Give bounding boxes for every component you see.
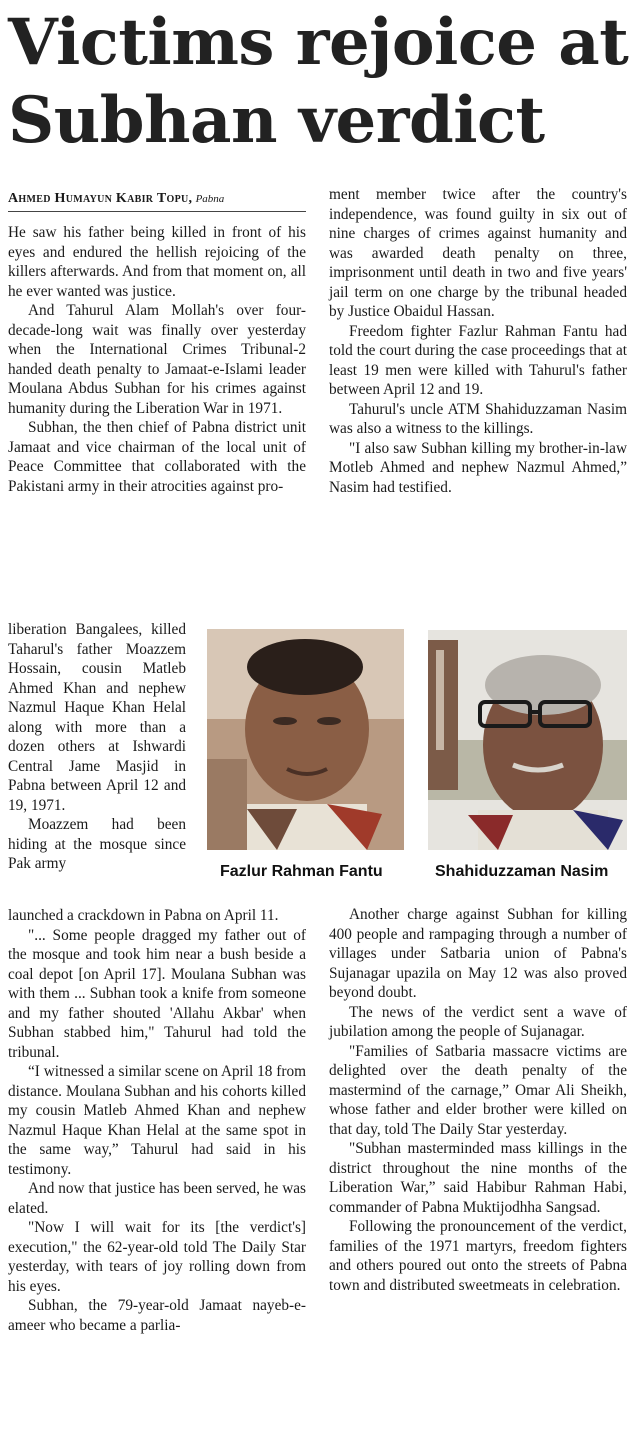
paragraph: "Subhan masterminded mass killings in the district throughout the nine months of the Liberation War,” said Habibur Rahman Habi, commander of Pabna Muktijodhha Sangsad.: [329, 1140, 627, 1216]
photo-caption: Shahiduzzaman Nasim: [435, 863, 609, 880]
portrait-image: [207, 629, 404, 850]
article-column-right-top: [329, 185, 627, 497]
paragraph: Another charge against Subhan for killing 400 people and rampaging through a number of villages under Satbaria union of Pabna's Sujanagar upazila on May 12 was also proved beyond doubt.: [329, 906, 627, 1001]
paragraph: launched a crackdown in Pabna on April 11.: [8, 907, 279, 924]
paragraph: And Tahurul Alam Mollah's over four-decade-long wait was finally over yesterday when the International Crimes Tribunal-2 handed death penalty to Jamaat-e-Islami leader Moulana Abdus Subhan for his crimes against humanity during the Liberation War in 1971.: [8, 302, 306, 417]
headline: Victims rejoice at Subhan verdict: [8, 5, 629, 158]
photo-fazlur-rahman-fantu: [207, 629, 404, 850]
paragraph: "Families of Satbaria massacre victims are delighted over the death penalty of the mastermind of the carnage,” Omar Ali Sheikh, whose father and elder brother were killed on that day, told The Daily Star yesterday.: [329, 1042, 627, 1138]
paragraph: “I witnessed a similar scene on April 18 from distance. Moulana Subhan and his cohorts killed my cousin Matleb Ahmed Khan and nephew Nazmul Haque Khan Helal at the same spot in the same way,” Tahurul had said in his testimony.: [8, 1063, 306, 1178]
byline-place: Pabna: [195, 193, 225, 205]
paragraph: The news of the verdict sent a wave of jubilation among the people of Sujanagar.: [329, 1003, 627, 1040]
byline-author: Ahmed Humayun Kabir Topu,: [8, 191, 193, 206]
paragraph: Tahurul's uncle ATM Shahiduzzaman Nasim was also a witness to the killings.: [329, 400, 627, 437]
byline: [8, 190, 306, 212]
paragraph: Subhan, the 79-year-old Jamaat nayeb-e-ameer who became a parlia-: [8, 1297, 306, 1334]
article-column-left-bottom: [8, 906, 306, 1335]
photo-caption: Fazlur Rahman Fantu: [220, 863, 383, 880]
paragraph: Subhan, the then chief of Pabna district unit Jamaat and vice chairman of the local unit of Peace Committee that collaborated with the Pakistani army in their atrocities against pro-: [8, 419, 306, 495]
paragraph: "... Some people dragged my father out of the mosque and took him near a bush beside a coal depot [on April 17]. Moulana Subhan was with them ... Subhan took a knife from someone and my father shouted 'Allahu Akbar' when Subhan stabbed him," Tahurul had told the tribunal.: [8, 926, 306, 1061]
paragraph: liberation Bangalees, killed Taharul's father Moazzem Hossain, cousin Matleb Ahmed Khan and nephew Nazmul Haque Khan Helal along with more than a dozen others at Ishwardi Central Jame Masjid in Pabna between April 12 and 19, 1971.: [8, 621, 186, 814]
paragraph: "I also saw Subhan killing my brother-in-law Motleb Ahmed and nephew Nazmul Ahmed,” Nasim had testified.: [329, 439, 627, 496]
paragraph: ment member twice after the country's independence, was found guilty in six out of nine charges of crimes against humanity and was awarded death penalty on three, imprisonment until death in two and five years' jail term on one charge by the tribunal headed by Justice Obaidul Hassan.: [329, 186, 627, 320]
portrait-image: [428, 630, 627, 850]
paragraph: And now that justice has been served, he was elated.: [8, 1180, 306, 1217]
paragraph: Moazzem had been hiding at the mosque since Pak army: [8, 816, 186, 872]
photo-shahiduzzaman-nasim: [428, 630, 627, 850]
article-column-right-bottom: [329, 905, 627, 1295]
paragraph: Following the pronouncement of the verdict, families of the 1971 martyrs, freedom fighters and others poured out onto the streets of Pabna town and distributed sweetmeats in celebration.: [329, 1218, 627, 1294]
paragraph: "Now I will wait for its [the verdict's] execution," the 62-year-old told The Daily Star yesterday, with tears of joy rolling down from his eyes.: [8, 1219, 306, 1295]
article-column-left-narrow: [8, 620, 186, 874]
article-column-left-top: [8, 223, 306, 496]
paragraph: He saw his father being killed in front of his eyes and endured the hellish rejoicing of the killers afterwards. And from that moment on, all he ever wanted was justice.: [8, 224, 306, 300]
paragraph: Freedom fighter Fazlur Rahman Fantu had told the court during the case proceedings that at least 19 men were killed with Tahurul's father between April 12 and 19.: [329, 322, 627, 398]
